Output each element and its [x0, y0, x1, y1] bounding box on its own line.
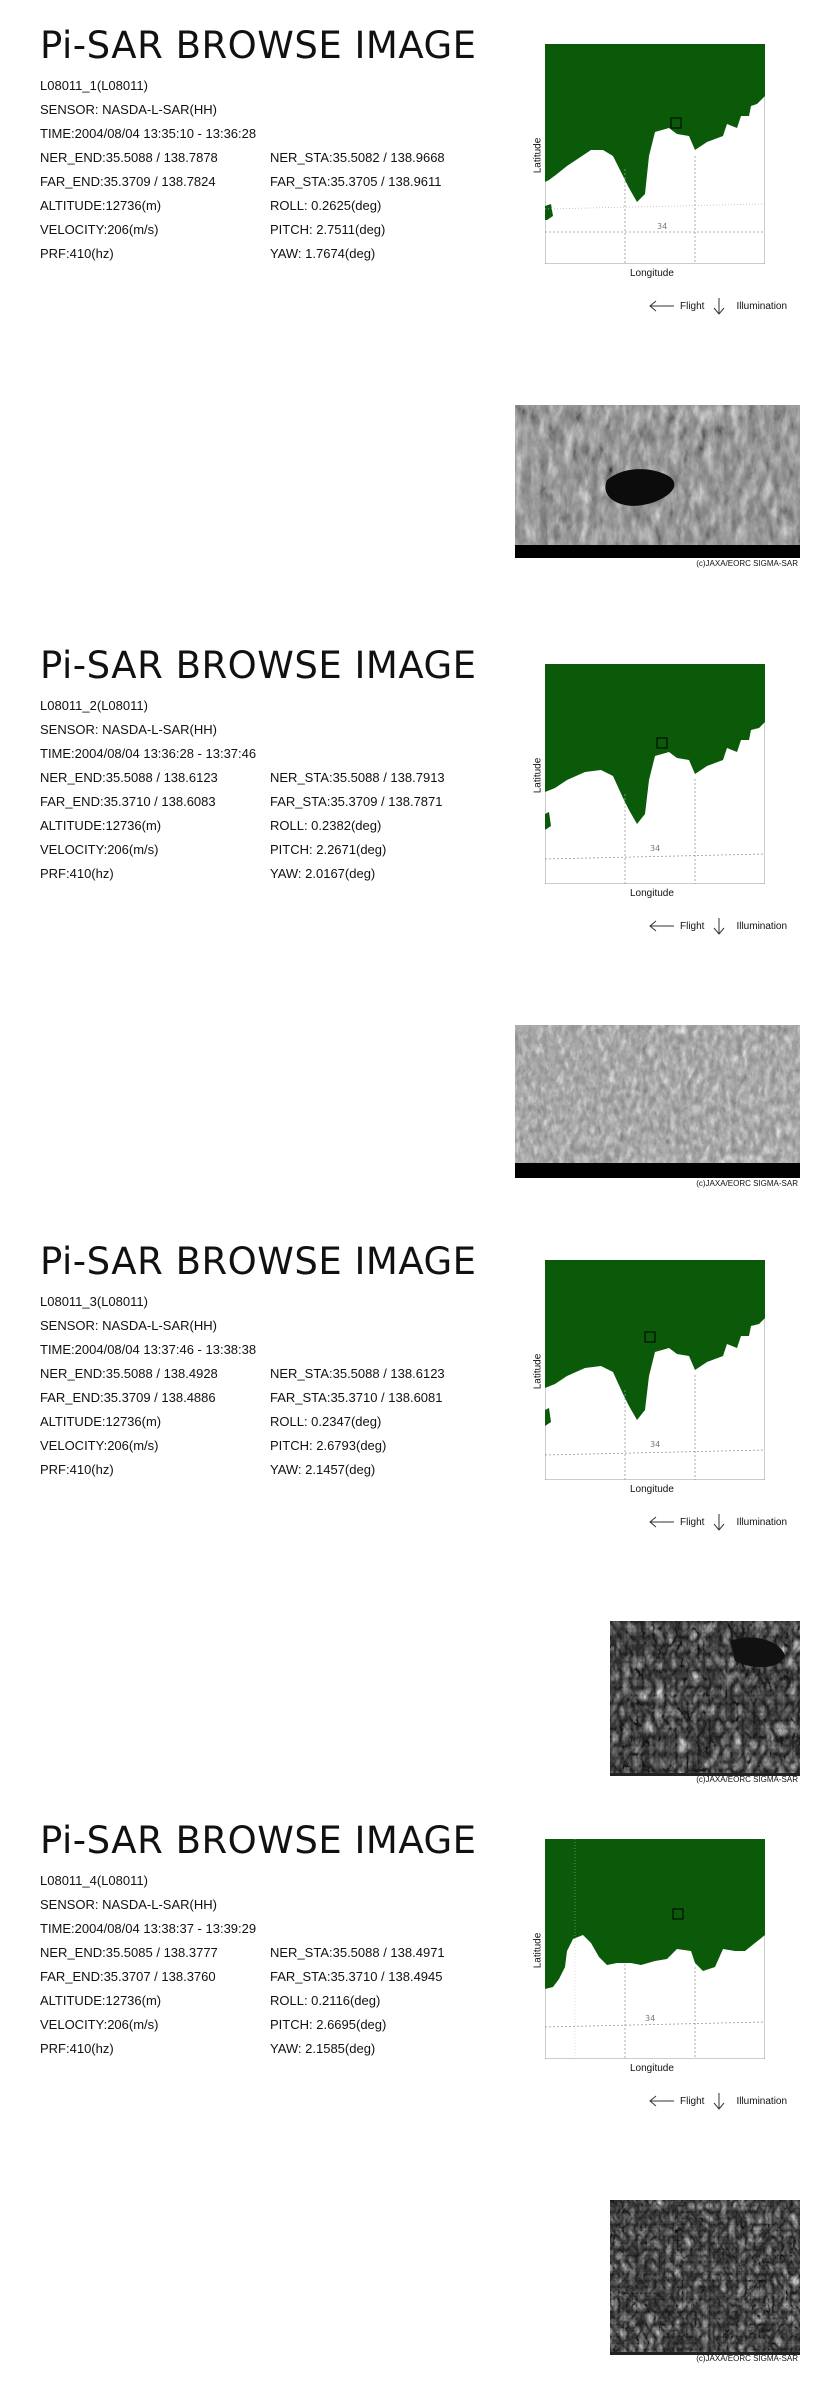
- far-end-text: FAR_END:35.3709 / 138.7824: [40, 174, 216, 189]
- location-map: [545, 664, 765, 884]
- page-title: Pi-SAR BROWSE IMAGE: [40, 1819, 477, 1862]
- far-sta-text: FAR_STA:35.3705 / 138.9611: [270, 174, 442, 189]
- far-sta-text: FAR_STA:35.3709 / 138.7871: [270, 794, 443, 809]
- roll-text: ROLL: 0.2625(deg): [270, 198, 382, 213]
- ner-end-text: NER_END:35.5085 / 138.3777: [40, 1945, 218, 1960]
- ner-sta-text: NER_STA:35.5082 / 138.9668: [270, 150, 445, 165]
- ner-sta-text: NER_STA:35.5088 / 138.4971: [270, 1945, 445, 1960]
- flight-label: Flight: [680, 2095, 705, 2107]
- browse-section-4: [0, 1795, 822, 2390]
- yaw-text: YAW: 2.1457(deg): [270, 1462, 376, 1477]
- map-longitude-label: Longitude: [630, 268, 674, 279]
- velocity-text: VELOCITY:206(m/s): [40, 2017, 159, 2032]
- time-text: TIME:2004/08/04 13:38:37 - 13:39:29: [40, 1921, 257, 1936]
- flight-arrow-icon: [648, 1516, 676, 1528]
- illumination-label: Illumination: [736, 1516, 788, 1528]
- flight-legend: [648, 297, 787, 315]
- contour-label: 34: [645, 2014, 656, 2023]
- copyright-credit: (c)JAXA/EORC SIGMA-SAR: [696, 2354, 798, 2363]
- far-sta-text: FAR_STA:35.3710 / 138.6081: [270, 1390, 443, 1405]
- prf-text: PRF:410(hz): [40, 2041, 114, 2056]
- browse-section-1: [0, 0, 822, 595]
- illumination-arrow-icon: [708, 917, 730, 935]
- map-latitude-label: Latitude: [532, 1353, 544, 1390]
- ner-end-text: NER_END:35.5088 / 138.6123: [40, 770, 218, 785]
- sar-image: [515, 1025, 800, 1178]
- time-text: TIME:2004/08/04 13:35:10 - 13:36:28: [40, 126, 257, 141]
- velocity-text: VELOCITY:206(m/s): [40, 842, 159, 857]
- flight-arrow-icon: [648, 920, 676, 932]
- map-latitude-label: Latitude: [532, 137, 544, 174]
- flight-legend: [648, 1513, 787, 1531]
- illumination-arrow-icon: [708, 297, 730, 315]
- pitch-text: PITCH: 2.7511(deg): [270, 222, 386, 237]
- browse-section-3: [0, 1216, 822, 1811]
- copyright-credit: (c)JAXA/EORC SIGMA-SAR: [696, 559, 798, 568]
- yaw-text: YAW: 2.1585(deg): [270, 2041, 376, 2056]
- far-end-text: FAR_END:35.3707 / 138.3760: [40, 1969, 216, 1984]
- contour-label: 34: [650, 1440, 661, 1449]
- far-sta-text: FAR_STA:35.3710 / 138.4945: [270, 1969, 443, 1984]
- ner-end-text: NER_END:35.5088 / 138.7878: [40, 150, 218, 165]
- ner-sta-text: NER_STA:35.5088 / 138.7913: [270, 770, 445, 785]
- map-latitude-label: Latitude: [532, 757, 544, 794]
- location-map: [545, 44, 765, 264]
- copyright-credit: (c)JAXA/EORC SIGMA-SAR: [696, 1179, 798, 1188]
- page-title: Pi-SAR BROWSE IMAGE: [40, 644, 477, 687]
- scene-id: L08011_3(L08011): [40, 1294, 148, 1309]
- ner-sta-text: NER_STA:35.5088 / 138.6123: [270, 1366, 445, 1381]
- pitch-text: PITCH: 2.6695(deg): [270, 2017, 387, 2032]
- contour-label: 34: [650, 844, 661, 853]
- sar-image: [515, 405, 800, 558]
- map-longitude-label: Longitude: [630, 2063, 674, 2074]
- page-title: Pi-SAR BROWSE IMAGE: [40, 1240, 477, 1283]
- roll-text: ROLL: 0.2382(deg): [270, 818, 382, 833]
- yaw-text: YAW: 1.7674(deg): [270, 246, 376, 261]
- flight-label: Flight: [680, 1516, 705, 1528]
- copyright-credit: (c)JAXA/EORC SIGMA-SAR: [696, 1775, 798, 1784]
- flight-legend: [648, 917, 787, 935]
- pitch-text: PITCH: 2.6793(deg): [270, 1438, 387, 1453]
- scene-id: L08011_1(L08011): [40, 78, 148, 93]
- altitude-text: ALTITUDE:12736(m): [40, 1993, 162, 2008]
- time-text: TIME:2004/08/04 13:37:46 - 13:38:38: [40, 1342, 257, 1357]
- sensor-text: SENSOR: NASDA-L-SAR(HH): [40, 102, 217, 117]
- location-map: [545, 1839, 765, 2059]
- illumination-arrow-icon: [708, 1513, 730, 1531]
- far-end-text: FAR_END:35.3709 / 138.4886: [40, 1390, 216, 1405]
- velocity-text: VELOCITY:206(m/s): [40, 1438, 159, 1453]
- roll-text: ROLL: 0.2116(deg): [270, 1993, 381, 2008]
- map-longitude-label: Longitude: [630, 888, 674, 899]
- flight-arrow-icon: [648, 2095, 676, 2107]
- sensor-text: SENSOR: NASDA-L-SAR(HH): [40, 1897, 217, 1912]
- time-text: TIME:2004/08/04 13:36:28 - 13:37:46: [40, 746, 257, 761]
- browse-section-2: [0, 620, 822, 1215]
- roll-text: ROLL: 0.2347(deg): [270, 1414, 382, 1429]
- altitude-text: ALTITUDE:12736(m): [40, 818, 162, 833]
- sensor-text: SENSOR: NASDA-L-SAR(HH): [40, 722, 217, 737]
- illumination-label: Illumination: [736, 920, 788, 932]
- prf-text: PRF:410(hz): [40, 246, 114, 261]
- sar-image: [610, 1621, 800, 1776]
- map-longitude-label: Longitude: [630, 1484, 674, 1495]
- yaw-text: YAW: 2.0167(deg): [270, 866, 376, 881]
- prf-text: PRF:410(hz): [40, 1462, 114, 1477]
- page-title: Pi-SAR BROWSE IMAGE: [40, 24, 477, 67]
- altitude-text: ALTITUDE:12736(m): [40, 1414, 162, 1429]
- flight-label: Flight: [680, 920, 705, 932]
- sar-image: [610, 2200, 800, 2355]
- far-end-text: FAR_END:35.3710 / 138.6083: [40, 794, 216, 809]
- scene-id: L08011_2(L08011): [40, 698, 148, 713]
- contour-label: 34: [657, 222, 668, 231]
- map-latitude-label: Latitude: [532, 1932, 544, 1969]
- flight-legend: [648, 2092, 787, 2110]
- flight-arrow-icon: [648, 300, 676, 312]
- illumination-arrow-icon: [708, 2092, 730, 2110]
- velocity-text: VELOCITY:206(m/s): [40, 222, 159, 237]
- pitch-text: PITCH: 2.2671(deg): [270, 842, 387, 857]
- sensor-text: SENSOR: NASDA-L-SAR(HH): [40, 1318, 217, 1333]
- illumination-label: Illumination: [736, 300, 788, 312]
- flight-label: Flight: [680, 300, 705, 312]
- altitude-text: ALTITUDE:12736(m): [40, 198, 162, 213]
- prf-text: PRF:410(hz): [40, 866, 114, 881]
- ner-end-text: NER_END:35.5088 / 138.4928: [40, 1366, 218, 1381]
- location-map: [545, 1260, 765, 1480]
- illumination-label: Illumination: [736, 2095, 788, 2107]
- scene-id: L08011_4(L08011): [40, 1873, 148, 1888]
